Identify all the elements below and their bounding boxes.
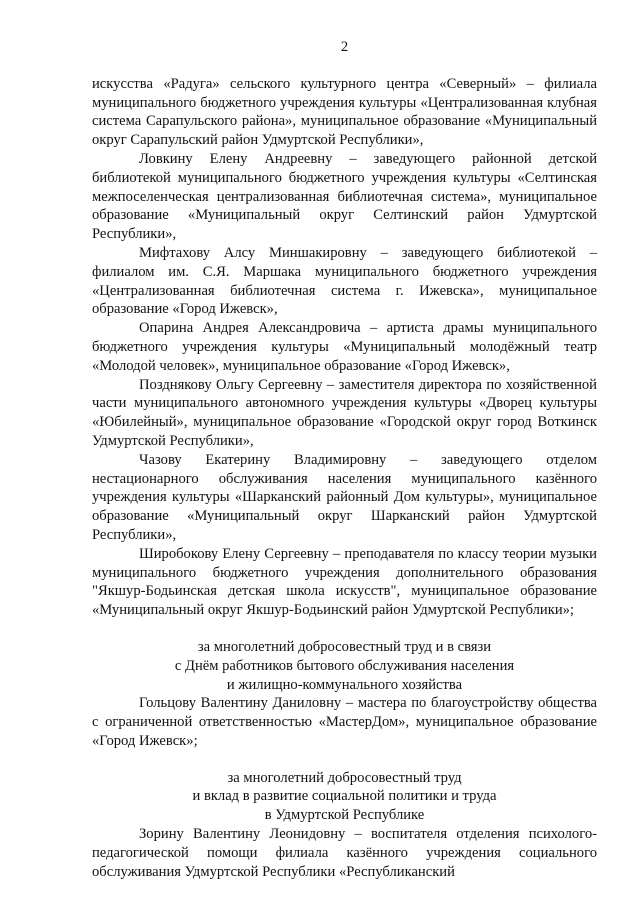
document-page <box>92 38 597 881</box>
list-item: Ловкину Елену Андреевну – заведующего районной детской библиотекой муниципального бюджетного учреждения культуры «Селтинская межпоселенческая централизованная библиотечная система», муниципальное образование «Муниципальный округ Селтинский район Удмуртской Республики», <box>92 150 597 243</box>
award-list-housing <box>92 694 597 750</box>
award-list-culture <box>92 75 597 620</box>
list-item: Позднякову Ольгу Сергеевну – заместителя директора по хозяйственной части муниципального автономного учреждения культуры «Дворец культуры «Юбилейный», муниципальное образование «Городской округ город Воткинск Удмуртской Республики», <box>92 376 597 449</box>
list-item: Зорину Валентину Леонидовну – воспитателя отделения психолого-педагогической помощи филиала казённого учреждения социального обслуживания Удмуртской Республики «Республиканский <box>92 826 597 880</box>
list-item: Чазову Екатерину Владимировну – заведующего отделом нестационарного обслуживания населения муниципального казённого учреждения культуры «Шарканский районный Дом культуры», муниципальное образование «Муниципальный округ Шарканский район Удмуртской Республики», <box>92 451 597 543</box>
list-item: Мифтахову Алсу Миншакировну – заведующего библиотекой – филиалом им. С.Я. Маршака муниципального бюджетного учреждения «Централизованная библиотечная система г. Ижевска», муниципальное образование «Город Ижевск», <box>92 244 597 318</box>
page-number: 2 <box>340 39 349 55</box>
heading-line: за многолетний добросовестный труд и в связи <box>197 638 492 655</box>
heading-line: и вклад в развитие социальной политики и труда <box>192 788 497 805</box>
heading-line: и жилищно-коммунального хозяйства <box>226 676 463 693</box>
heading-line: в Удмуртской Республике <box>264 807 425 824</box>
heading-line: с Днём работников бытового обслуживания населения <box>174 657 515 674</box>
heading-line: за многолетний добросовестный труд <box>227 769 462 786</box>
list-item: Гольцову Валентину Даниловну – мастера по благоустройству общества с ограниченной ответственностью «МастерДом», муниципальное образование «Город Ижевск»; <box>92 695 597 749</box>
section-heading-social-policy <box>92 769 597 825</box>
list-item: искусства «Радуга» сельского культурного центра «Северный» – филиала муниципального бюджетного учреждения культуры «Централизованная клубная система Сарапульского района», муниципальное образование «Муниципальный округ Сарапульский район Удмуртской Республики», <box>92 75 597 149</box>
list-item: Широбокову Елену Сергеевну – преподавателя по классу теории музыки муниципального бюджетного учреждения дополнительного образования "Якшур-Бодьинская детская школа искусств", муниципальное образование «Муниципальный округ Якшур-Бодьинский район Удмуртской Республики»; <box>92 545 597 619</box>
section-heading-housing <box>92 638 597 694</box>
award-list-social-policy <box>92 825 597 881</box>
list-item: Опарина Андрея Александровича – артиста драмы муниципального бюджетного учреждения культуры «Муниципальный молодёжный театр «Молодой человек», муниципальное образование «Город Ижевск», <box>92 320 597 374</box>
